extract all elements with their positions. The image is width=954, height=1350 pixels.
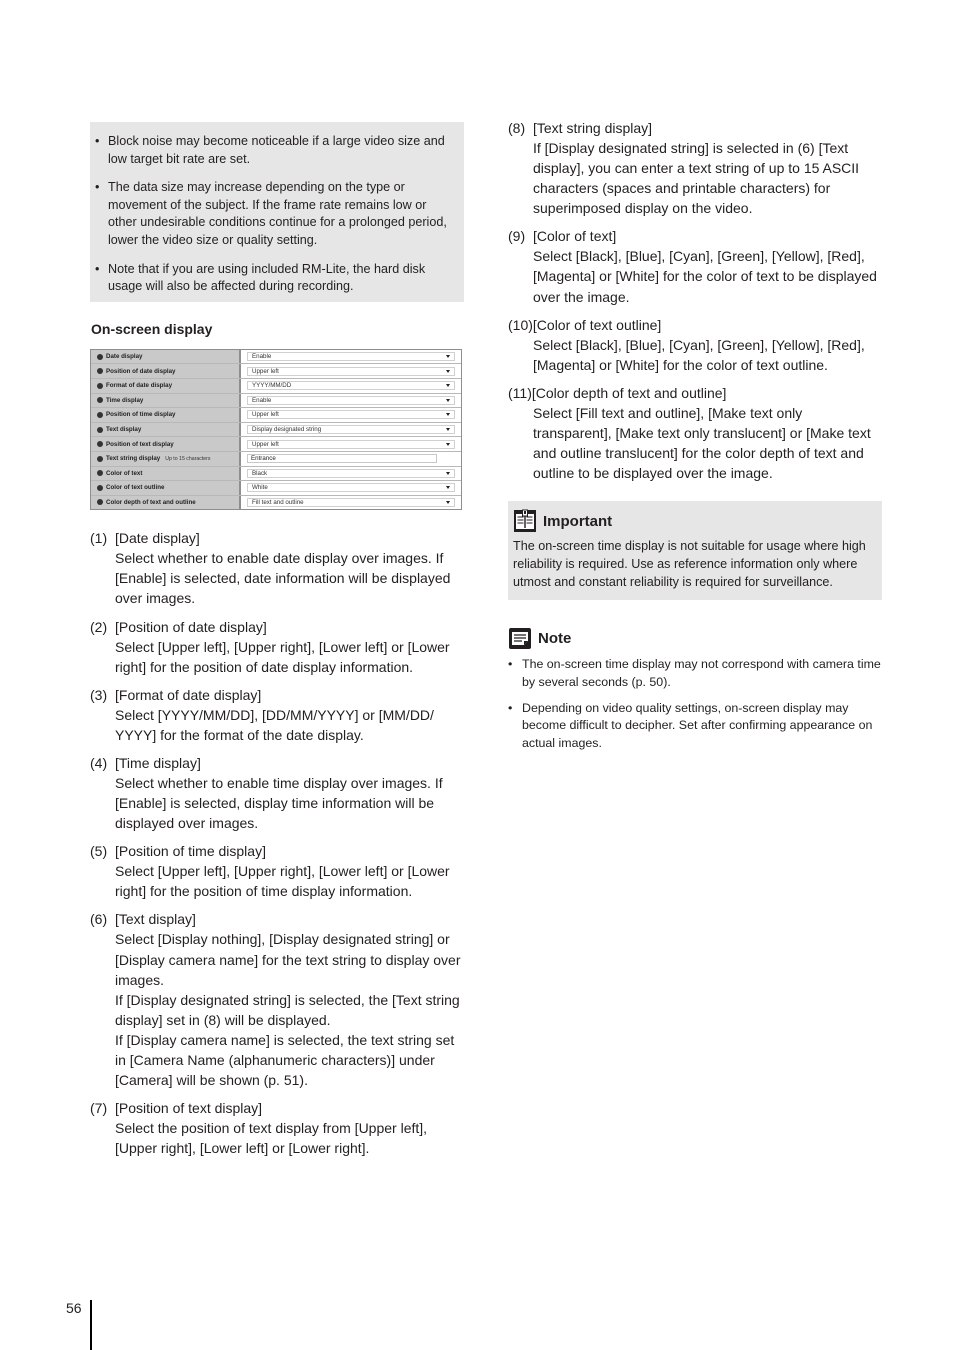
settings-label-text: Time display	[106, 396, 144, 404]
dropdown-arrow-icon	[446, 384, 450, 387]
important-book-icon	[513, 509, 537, 533]
item-description: Select [Upper left], [Upper right], [Lower left] or [Lower right] for the position of date display information.	[115, 638, 450, 675]
item-marker-icon	[97, 383, 103, 389]
caution-item: • The data size may increase depending on the type or movement of the subject. If the frame rate remains low or other undesirable conditions continue for a prolonged period, lower the video size or quality setting.	[95, 179, 456, 249]
settings-row-label	[91, 496, 241, 510]
item-description: Select [Black], [Blue], [Cyan], [Green], [Yellow], [Red], [Magenta] or [White] for the color of text to be displayed over the image.	[533, 248, 877, 305]
note-section	[508, 626, 882, 753]
settings-label-text: Text display	[106, 426, 142, 434]
dropdown-arrow-icon	[446, 443, 450, 446]
settings-row	[91, 481, 461, 496]
settings-label-text: Date display	[106, 353, 143, 361]
settings-row-label	[91, 467, 241, 481]
numbered-item	[90, 685, 464, 745]
settings-select[interactable]	[247, 469, 455, 478]
settings-select-value: Upper left	[252, 440, 279, 448]
settings-select-value: Enable	[252, 396, 272, 404]
dropdown-arrow-icon	[446, 370, 450, 373]
settings-select-value: White	[252, 484, 268, 492]
settings-row	[91, 423, 461, 438]
numbered-item	[90, 528, 464, 608]
dropdown-arrow-icon	[446, 413, 450, 416]
settings-row	[91, 408, 461, 423]
item-description: If [Display designated string] is selected in (6) [Text display], you can enter a text string of up to 15 ASCII characters (spaces and printable characters) for superimposed display on the video.	[533, 140, 860, 217]
settings-row	[91, 467, 461, 482]
settings-row-label	[91, 437, 241, 451]
settings-select[interactable]	[247, 352, 455, 361]
settings-row-label	[91, 394, 241, 408]
item-marker-icon	[97, 368, 103, 374]
dropdown-arrow-icon	[446, 501, 450, 504]
item-number: (6)	[90, 911, 108, 928]
right-column	[508, 118, 882, 761]
item-description: Select [Black], [Blue], [Cyan], [Green], [Yellow], [Red], [Magenta] or [White] for the color of text outline.	[533, 336, 865, 373]
item-title: [Text string display]	[533, 120, 653, 136]
note-item: • Depending on video quality settings, on-screen display may become difficult to decipher. Set after confirming appearance on actual images.	[508, 700, 882, 753]
settings-label-text: Position of text display	[106, 440, 174, 448]
caution-box	[90, 122, 464, 302]
page-number: 56	[66, 1300, 82, 1316]
numbered-item	[90, 1098, 464, 1158]
item-title: [Position of time display]	[115, 843, 266, 860]
settings-hint: Up to 15 characters	[165, 455, 211, 462]
settings-label-text: Position of date display	[106, 367, 176, 375]
item-description: Select [Upper left], [Upper right], [Lower left] or [Lower right] for the position of time display information.	[115, 863, 450, 900]
item-title: [Text display]	[115, 911, 196, 928]
settings-label-text: Color of text	[106, 469, 143, 477]
item-marker-icon	[97, 397, 103, 403]
item-description: If [Display designated string] is selected, the [Text string display] set in (8) will be displayed.	[115, 991, 460, 1028]
settings-select[interactable]	[247, 498, 455, 507]
item-number: (3)	[90, 686, 108, 703]
settings-row-label	[91, 408, 241, 422]
onscreen-settings-panel	[90, 349, 462, 511]
note-item: • The on-screen time display may not correspond with camera time by several seconds (p. 50).	[508, 656, 882, 691]
left-column	[90, 122, 464, 1166]
item-description: Select whether to enable date display over images. If [Enable] is selected, date information will be displayed over images.	[115, 550, 451, 607]
item-number: (11)	[508, 384, 532, 401]
settings-label-text: Color depth of text and outline	[106, 498, 196, 506]
settings-select[interactable]	[247, 425, 455, 434]
dropdown-arrow-icon	[446, 486, 450, 489]
note-list	[508, 656, 882, 753]
numbered-item	[90, 909, 464, 1090]
settings-select-value: Upper left	[252, 411, 279, 419]
note-icon	[508, 626, 532, 650]
settings-select-value: YYYY/MM/DD	[252, 382, 292, 390]
caution-item: • Block noise may become noticeable if a large video size and low target bit rate are set.	[95, 133, 456, 168]
settings-row	[91, 452, 461, 467]
settings-row-label	[91, 423, 241, 437]
note-title: Note	[538, 629, 572, 647]
important-box	[508, 501, 882, 600]
dropdown-arrow-icon	[446, 399, 450, 402]
settings-select-value: Fill text and outline	[252, 498, 304, 506]
item-description: Select the position of text display from [Upper left], [Upper right], [Lower left] or [Lower right].	[115, 1120, 428, 1157]
settings-select[interactable]	[247, 396, 455, 405]
item-description: Select [Display nothing], [Display designated string] or [Display camera name] for the text string to display over images.	[115, 931, 461, 988]
settings-select[interactable]	[247, 440, 455, 449]
item-marker-icon	[97, 441, 103, 447]
settings-select[interactable]	[247, 410, 455, 419]
item-number: (4)	[90, 754, 108, 771]
item-title: [Date display]	[115, 530, 200, 547]
numbered-item	[508, 226, 882, 306]
item-marker-icon	[97, 354, 103, 360]
item-number: (5)	[90, 843, 108, 860]
item-marker-icon	[97, 470, 103, 476]
settings-select[interactable]	[247, 367, 455, 376]
dropdown-arrow-icon	[446, 428, 450, 431]
numbered-item	[508, 118, 882, 218]
settings-label-text: Color of text outline	[106, 484, 165, 492]
item-marker-icon	[97, 412, 103, 418]
item-marker-icon	[97, 499, 103, 505]
settings-label-text: Text string display	[106, 455, 161, 463]
item-description: Select [Fill text and outline], [Make text only transparent], [Make text only translucent] or [Make text and outline translucent] for the color depth of text and outline to be displayed over the image.	[533, 404, 871, 482]
settings-row	[91, 364, 461, 379]
settings-row-label	[91, 350, 241, 364]
numbered-item	[508, 383, 882, 483]
item-number: (2)	[90, 618, 108, 635]
item-number: (10)	[508, 316, 533, 333]
settings-select[interactable]	[247, 381, 455, 390]
item-marker-icon	[97, 485, 103, 491]
item-description: If [Display camera name] is selected, the text string set in [Camera Name (alphanumeric characters)] under [Camera] will be shown (p. 51).	[115, 1031, 455, 1089]
item-marker-icon	[97, 456, 103, 462]
settings-row	[91, 379, 461, 394]
settings-row	[91, 437, 461, 452]
important-title: Important	[543, 512, 613, 530]
item-title: [Time display]	[115, 754, 201, 771]
numbered-item	[508, 315, 882, 375]
important-body: The on-screen time display is not suitable for usage where high reliability is required. Use as reference information only where utmost and constant reliability is required for surveillance.	[513, 539, 866, 590]
item-title: [Format of date display]	[115, 686, 262, 703]
item-number: (9)	[508, 228, 526, 245]
item-title: [Color of text outline]	[532, 316, 662, 333]
numbered-item	[90, 617, 464, 677]
item-number: (8)	[508, 120, 526, 136]
settings-select-value: Upper left	[252, 367, 279, 375]
item-title: [Color of text]	[533, 228, 617, 245]
dropdown-arrow-icon	[446, 472, 450, 475]
item-list-left	[90, 528, 464, 1158]
caution-item: • Note that if you are using included RM-Lite, the hard disk usage will also be affected during recording.	[95, 261, 456, 296]
settings-row	[91, 394, 461, 409]
settings-select-value: Black	[252, 469, 268, 477]
footer-rule	[90, 1300, 92, 1350]
numbered-item	[90, 753, 464, 833]
settings-row	[91, 496, 461, 510]
settings-label-text: Format of date display	[106, 382, 173, 390]
settings-select[interactable]	[247, 483, 455, 492]
settings-row-label	[91, 379, 241, 393]
settings-row	[91, 350, 461, 365]
numbered-item	[90, 841, 464, 901]
item-description: Select whether to enable time display over images. If [Enable] is selected, display time information will be displayed over images.	[115, 774, 443, 832]
caution-list	[95, 133, 456, 296]
settings-row-label	[91, 481, 241, 495]
settings-row-label	[91, 364, 241, 378]
settings-label-text: Position of time display	[106, 411, 176, 419]
item-number: (1)	[90, 530, 108, 547]
settings-select-value: Enable	[252, 353, 272, 361]
item-title: [Position of date display]	[115, 618, 267, 635]
item-number: (7)	[90, 1100, 108, 1117]
dropdown-arrow-icon	[446, 355, 450, 358]
item-marker-icon	[97, 427, 103, 433]
item-list-right	[508, 118, 882, 483]
item-title: [Position of text display]	[115, 1100, 263, 1117]
section-title: On-screen display	[91, 320, 213, 337]
item-title: [Color depth of text and outline]	[531, 384, 727, 401]
settings-row-label	[91, 452, 241, 466]
settings-select-value: Display designated string	[252, 426, 322, 434]
text-string-input[interactable]: Entrance	[247, 454, 437, 463]
item-description: Select [YYYY/MM/DD], [DD/MM/YYYY] or [MM/DD/ YYYY] for the format of the date display.	[115, 706, 434, 743]
